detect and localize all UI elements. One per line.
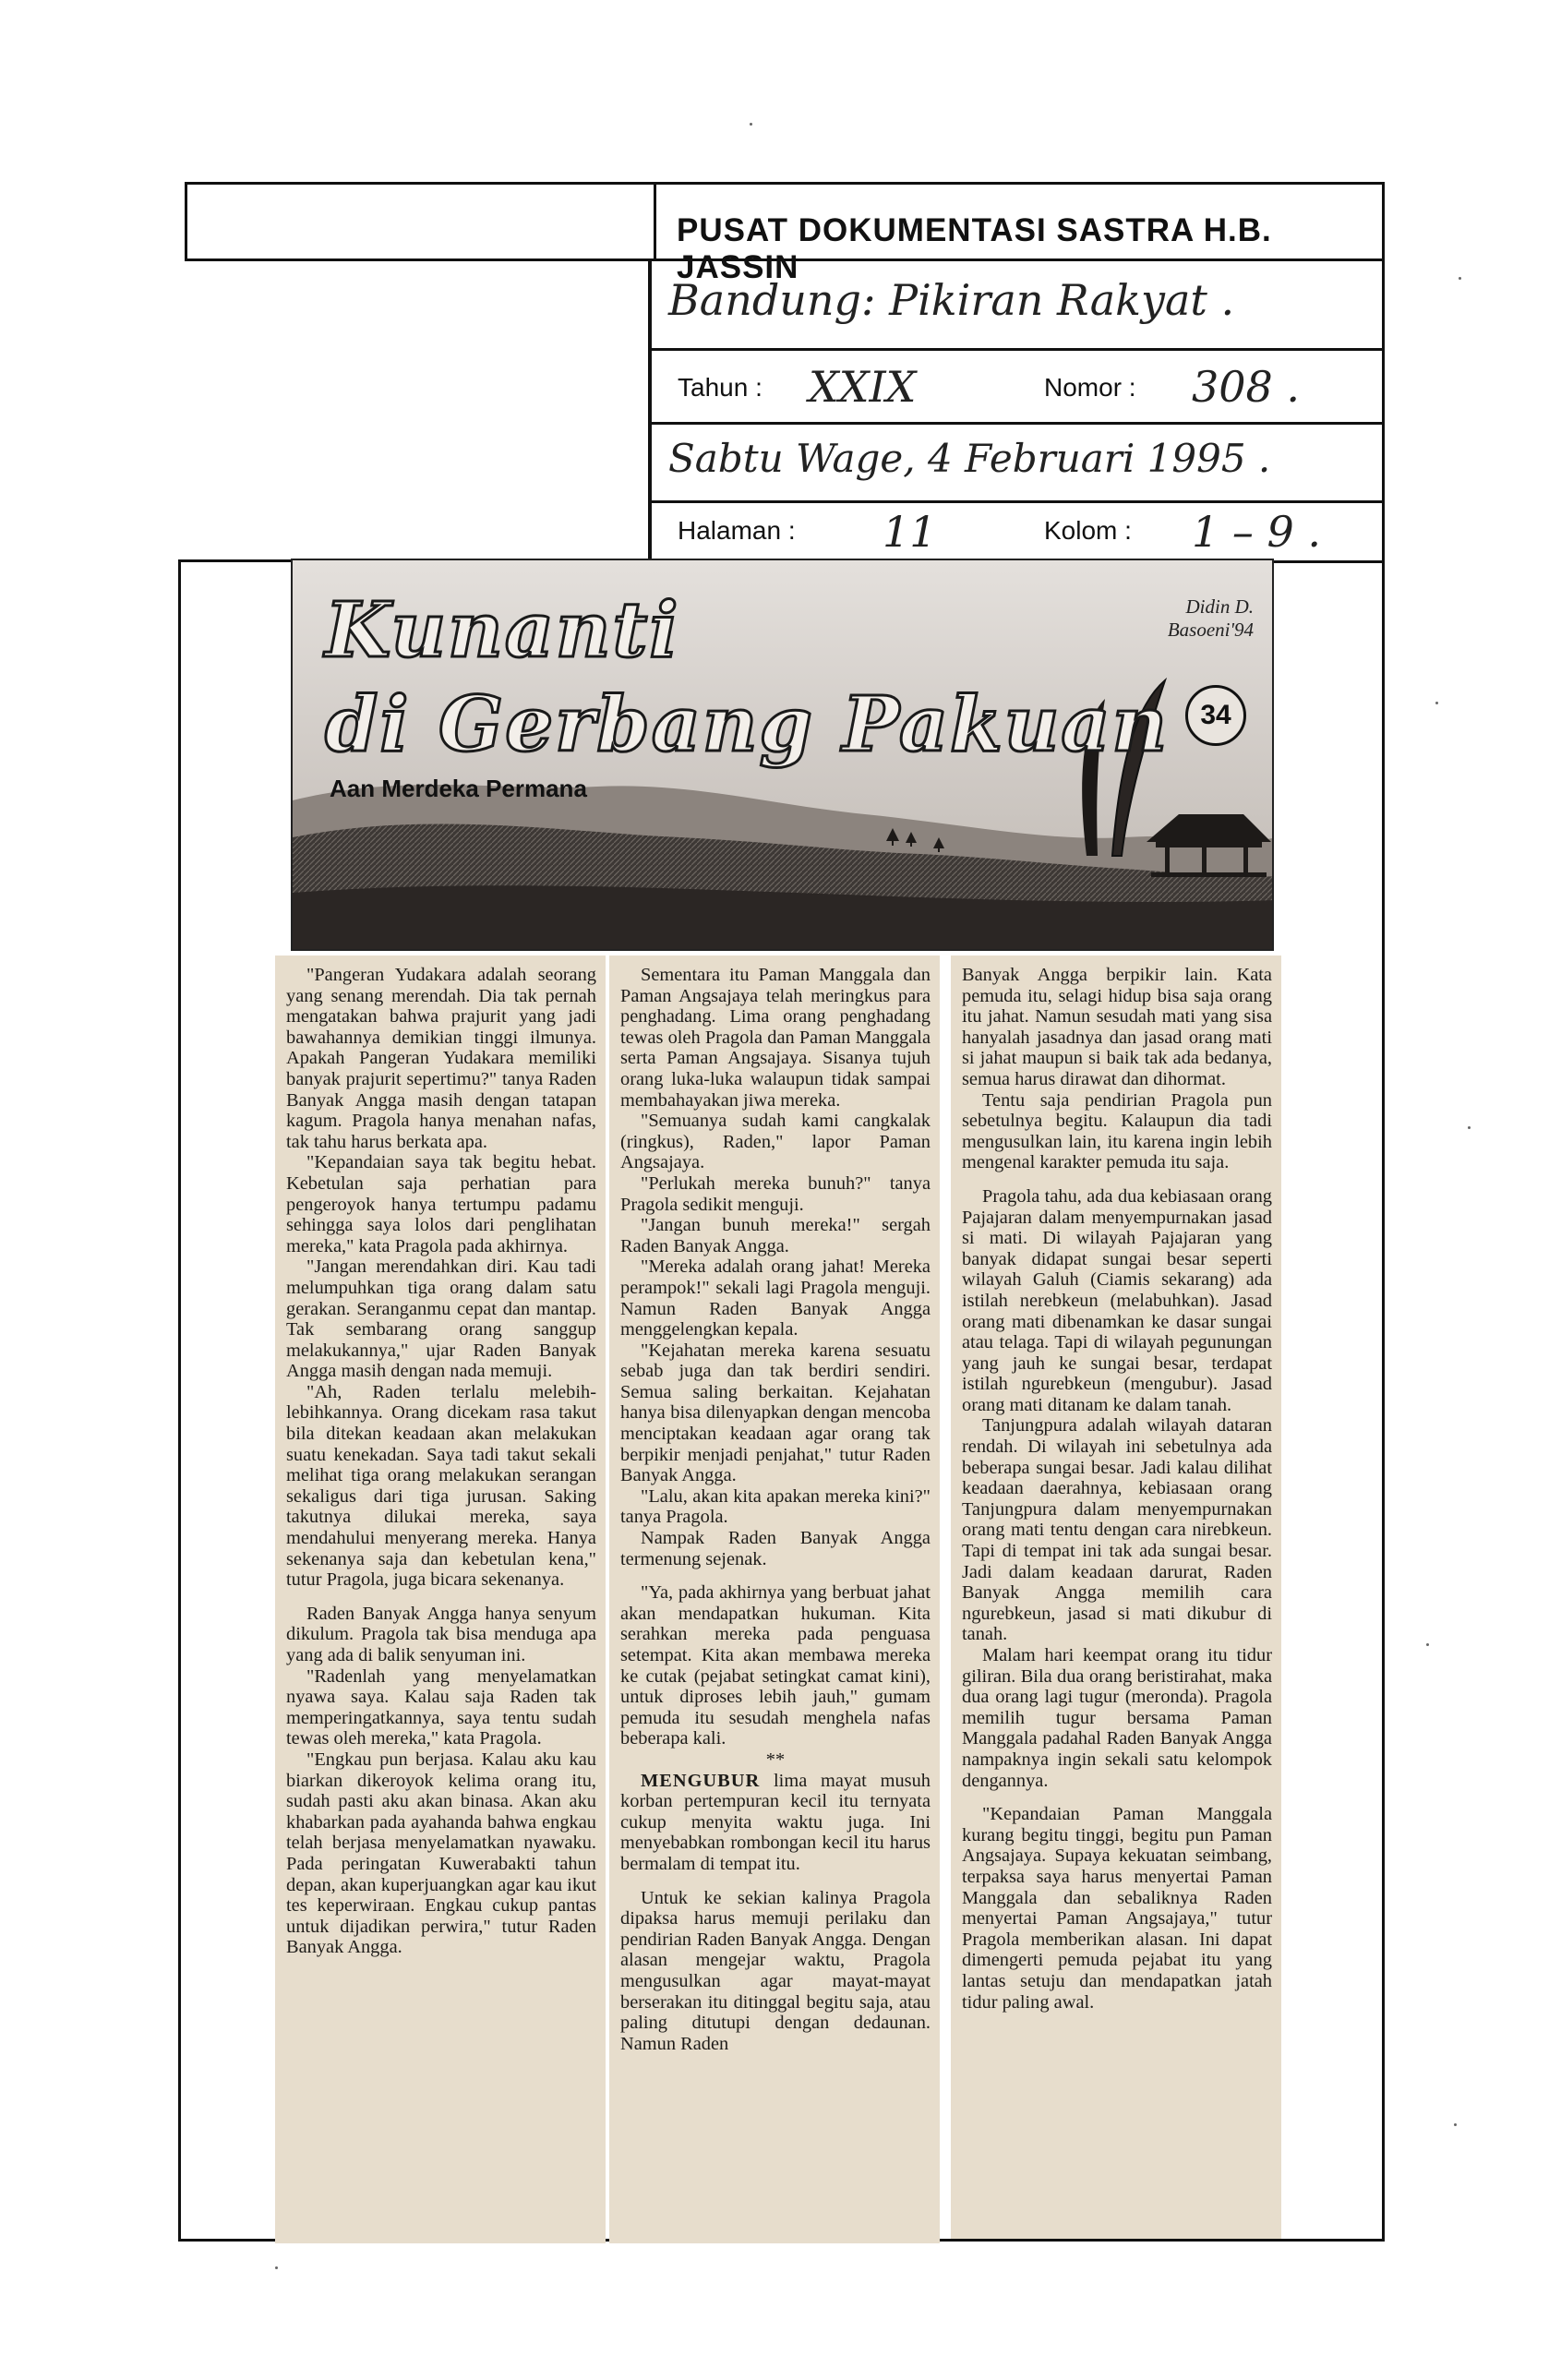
paragraph: "Engkau pun berjasa. Kalau aku kau biarkan dikeroyok kelima orang itu, sudah pasti aku akan binasa. Akan aku khabarkan pada ayahanda bahwa engkau telah berjasa menyelamatkan nyawaku. Pada peringatan Kuwerabakti tahun depan, akan kuperjuangkan agar kau ikut tes keperwiraan. Engkau cukup pantas untuk dijadikan perwira," tutur Raden Banyak Angga. — [286, 1749, 596, 1958]
illustrator-line1: Didin D. — [1185, 595, 1254, 618]
date-row — [652, 425, 1382, 503]
halaman-label: Halaman : — [678, 516, 796, 545]
tahun-value: XXIX — [809, 362, 917, 412]
scan-speck — [1459, 277, 1461, 280]
nomor-label: Nomor : — [1044, 373, 1136, 402]
tahun-label: Tahun : — [678, 373, 762, 402]
paragraph — [620, 1771, 931, 1875]
nomor-value: 308 . — [1192, 362, 1301, 412]
scan-speck — [275, 2266, 278, 2269]
kolom-label: Kolom : — [1044, 516, 1132, 545]
archive-blank-cell — [187, 185, 656, 258]
scan-speck — [750, 123, 752, 126]
paragraph: "Mereka adalah orang jahat! Mereka perampok!" sekali lagi Pragola menguji. Namun Raden Banyak Angga menggelengkan kepala. — [620, 1256, 931, 1340]
section-break: ** — [765, 1749, 786, 1770]
paragraph: Banyak Angga berpikir lain. Kata pemuda itu, selagi hidup bisa saja orang itu jahat. Namun sesudah mati yang sisa hanyalah jasadnya dan jasad orang mati si jahat maupun si baik tak ada bedanya, semua harus dirawat dan dihormat. — [962, 965, 1272, 1089]
scan-speck — [1468, 1126, 1471, 1129]
paragraph: "Kepandaian Paman Manggala kurang begitu tinggi, begitu pun Paman Angsajaya. Supaya kekuatan seimbang, terpaksa saya harus menyertai Paman Manggala dan sebaliknya Raden menyertai Paman Angsajaya," tutur Pragola memberikan alasan. Ini dapat dimengerti pemuda pejabat itu yang lantas setuju dan mendapatkan jatah tidur paling awal. — [962, 1804, 1272, 2013]
archive-metadata-box — [649, 258, 1385, 563]
paragraph: Raden Banyak Angga hanya senyum dikulum. Pragola tak bisa menduga apa yang ada di balik senyuman ini. — [286, 1603, 596, 1665]
paragraph: "Lalu, akan kita apakan mereka kini?" tanya Pragola. — [620, 1485, 931, 1528]
paragraph: "Semuanya sudah kami cangkalak (ringkus), Raden," lapor Paman Angsajaya. — [620, 1111, 931, 1173]
kolom-value: 1 – 9 . — [1192, 507, 1322, 557]
paragraph: "Jangan merendahkan diri. Kau tadi melumpuhkan tiga orang dalam satu gerakan. Seranganmu cepat dan mantap. Tak sembarang orang sanggup melakukannya," ujar Raden Banyak Angga masih dengan nada memuji. — [286, 1256, 596, 1382]
paragraph: Malam hari keempat orang itu tidur giliran. Bila dua orang beristirahat, maka dua orang lagi tugur (meronda). Pragola memilih tugur bersama Paman Manggala padahal Raden Banyak Angga nampaknya ingin sekali satu kelompok dengannya. — [962, 1645, 1272, 1791]
section-lead-word: MENGUBUR — [641, 1770, 761, 1791]
episode-number-badge: 34 — [1185, 685, 1246, 746]
section-lead-text: lima mayat musuh korban pertempuran kecil itu ternyata cukup menyita waktu juga. Ini menyebabkan rombongan kecil itu harus bermalam di tempat itu. — [620, 1770, 931, 1874]
paragraph: "Radenlah yang menyelamatkan nyawa saya. Kalau saja Raden tak memperingatkannya, saya tentu sudah tewas oleh mereka," kata Pragola. — [286, 1665, 596, 1749]
source-row — [652, 258, 1382, 351]
paragraph: Sementara itu Paman Manggala dan Paman Angsajaya telah meringkus para penghadang. Lima orang penghadang tewas oleh Pragola dan Paman Manggala serta Paman Angsajaya. Sisanya tujuh orang luka-luka walaupun tidak sampai membahayakan jiwa mereka. — [620, 965, 931, 1111]
paragraph: "Kejahatan mereka karena sesuatu sebab juga dan tak berdiri sendiri. Semua saling berkaitan. Kejahatan hanya bisa dilenyapkan dengan mencoba menciptakan keadaan agar orang tak berpikir menjadi penjahat," tutur Raden Banyak Angga. — [620, 1340, 931, 1486]
article-column-1 — [275, 956, 606, 2243]
halaman-value: 11 — [883, 507, 937, 557]
date-handwriting: Sabtu Wage, 4 Februari 1995 . — [668, 436, 1271, 481]
serial-banner — [291, 559, 1274, 951]
banner-title-line1: Kunanti — [325, 586, 680, 675]
paragraph: "Jangan bunuh mereka!" sergah Raden Banyak Angga. — [620, 1215, 931, 1256]
scan-speck — [1426, 1643, 1429, 1646]
paragraph: "Kepandaian saya tak begitu hebat. Kebetulan saja perhatian para pengeroyok hanya tertumpu padamu sehingga saya lolos dari penglihatan mereka," kata Pragola pada akhirnya. — [286, 1152, 596, 1256]
paragraph: Pragola tahu, ada dua kebiasaan orang Pajajaran dalam menyempurnakan jasad si mati. Di wilayah Pajajaran yang banyak didapat sungai besar seperti wilayah Galuh (Ciamis sekarang) ada istilah nerebkeun (melabuhkan). Jasad orang mati dibenamkan ke dasar sungai atau telaga. Tapi di wilayah pegunungan yang jauh ke sungai besar, terdapat istilah ngurebkeun (mengubur). Jasad orang mati ditanam ke dalam tanah. — [962, 1185, 1272, 1415]
article-column-2 — [609, 956, 940, 2243]
archive-header-box — [185, 182, 1385, 285]
paragraph: Nampak Raden Banyak Angga termenung sejenak. — [620, 1528, 931, 1569]
paragraph: Tentu saja pendirian Pragola pun sebetulnya begitu. Kalaupun dia tadi mengusulkan lain, itu karena ingin lebih mengenal karakter pemuda itu saja. — [962, 1089, 1272, 1173]
paragraph: "Ah, Raden terlalu melebih-lebihkannya. Orang dicekam rasa takut bila ditekan keadaan akan melakukan suatu kenekadan. Saya tadi takut sekali melihat tiga orang melakukan serangan sekaligus dari tiga jurusan. Saking takutnya dilukai mereka, saya mendahului menyerang mereka. Hanya sekenanya saja dan kebetulan kena," tutur Pragola, juga bicara sekenanya. — [286, 1381, 596, 1591]
author-name: Aan Merdeka Permana — [330, 775, 587, 802]
illustrator-line2: Basoeni'94 — [1167, 619, 1254, 641]
paragraph: "Perlukah mereka bunuh?" tanya Pragola sedikit menguji. — [620, 1172, 931, 1215]
article-column-3 — [951, 956, 1281, 2239]
paragraph: Tanjungpura adalah wilayah dataran rendah. Di wilayah ini sebetulnya ada beberapa sungai besar. Jadi kalau dilihat keadaan daerahnya, kebiasaan orang Tanjungpura dalam menyempurnakan orang mati tentu dengan cara nirebkeun. Tapi di tempat ini tak ada sungai besar. Jadi dalam keadaan darurat, Raden Banyak Angga memilih cara ngurebkeun, jasad si mati dikubur di tanah. — [962, 1415, 1272, 1645]
scan-speck — [1435, 702, 1438, 704]
institution-title: PUSAT DOKUMENTASI SASTRA H.B. JASSIN — [677, 212, 1272, 285]
paragraph: Untuk ke sekian kalinya Pragola dipaksa harus memuji perilaku dan pendirian Raden Banyak Angga. Dengan alasan mengejar waktu, Pragola mengusulkan agar mayat-mayat berserakan itu ditinggal begitu saja, atau paling ditutupi dengan dedaunan. Namun Raden — [620, 1887, 931, 2054]
archive-left-panel — [185, 258, 651, 563]
tahun-nomor-row — [652, 351, 1382, 425]
paragraph: "Pangeran Yudakara adalah seorang yang senang merendah. Dia tak pernah mengatakan bahwa prajurit yang jadi bawahannya demikian tinggi ilmunya. Apakah Pangeran Yudakara memiliki banyak prajurit sepertimu?" tanya Raden Banyak Angga masih dengan tatapan kagum. Pragola hanya menahan nafas, tak tahu harus berkata apa. — [286, 965, 596, 1152]
illustrator-credit — [1168, 595, 1254, 642]
scan-speck — [1454, 2123, 1457, 2126]
halaman-kolom-row — [652, 503, 1382, 560]
paragraph: "Ya, pada akhirnya yang berbuat jahat akan mendapatkan hukuman. Kita serahkan mereka pada penguasa setempat. Kita akan membawa mereka ke cutak (pejabat setingkat camat kini), untuk diproses lebih jauh," gumam pemuda itu sesudah menghela nafas beberapa kali. — [620, 1582, 931, 1749]
banner-title-line2: di Gerbang Pakuan — [325, 680, 1170, 769]
source-handwriting: Bandung: Pikiran Rakyat . — [668, 275, 1235, 325]
